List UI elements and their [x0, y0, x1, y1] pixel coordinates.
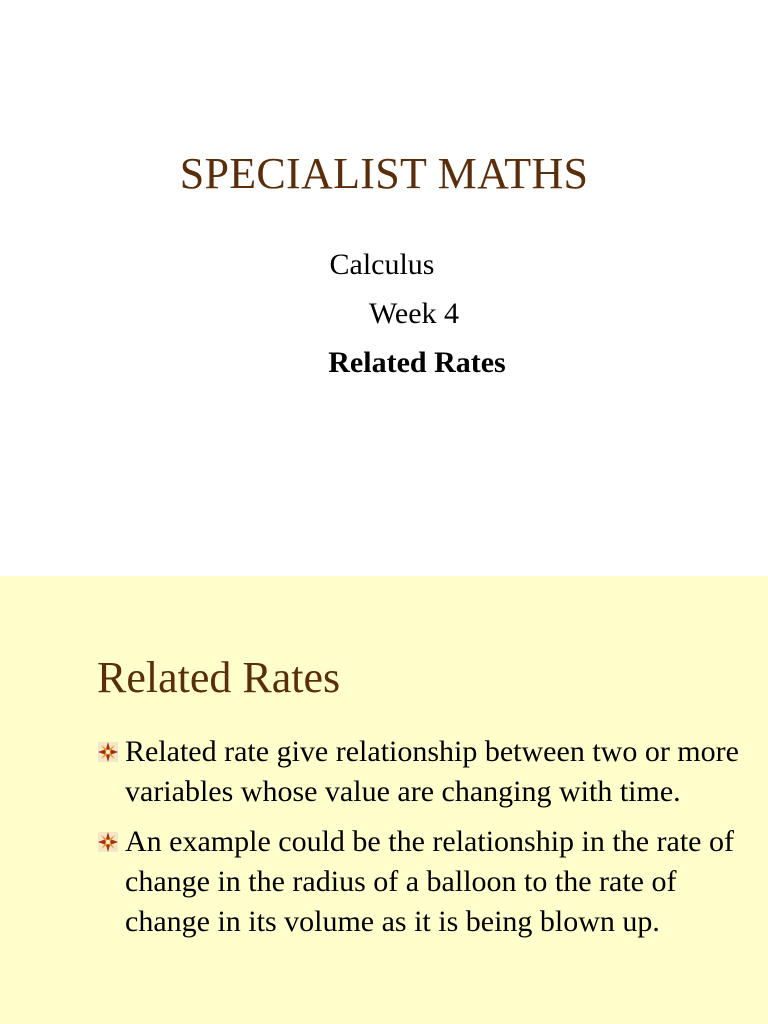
slide-title: SPECIALIST MATHS [179, 149, 589, 198]
star-burst-icon [97, 741, 119, 763]
subtitle-topic: Related Rates [328, 346, 506, 379]
bullet-item [96, 822, 746, 942]
bullet-text: An example could be the relationship in the rate of change in the radius of a balloon to the rate of change in its volume as it is being blown up. [125, 825, 734, 938]
subtitle-course: Calculus [329, 248, 435, 281]
bullet-item [96, 732, 746, 812]
star-burst-icon [97, 831, 119, 853]
content-heading: Related Rates [97, 653, 341, 702]
bullet-list [96, 732, 746, 952]
subtitle-week: Week 4 [368, 297, 460, 330]
content-slide [0, 576, 768, 1024]
bullet-text: Related rate give relationship between two or more variables whose value are changing with time. [125, 735, 739, 808]
